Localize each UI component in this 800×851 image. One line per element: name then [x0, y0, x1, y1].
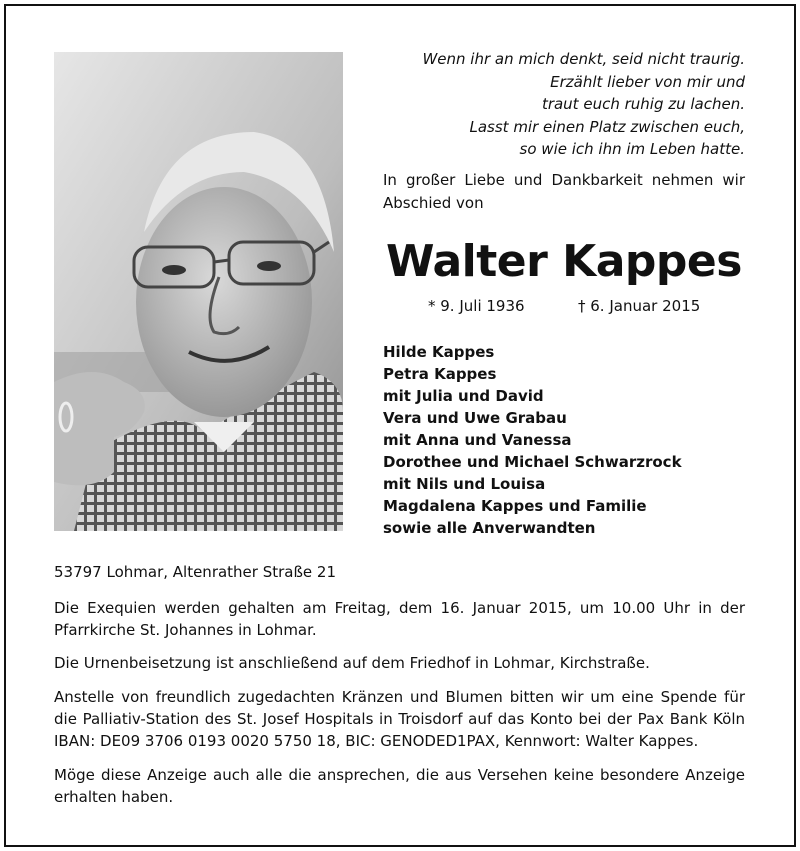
mourner-entry: Vera und Uwe Grabau: [383, 409, 567, 427]
funeral-service-info: Die Exequien werden gehalten am Freitag, dem 16. Januar 2015, um 10.00 Uhr in der Pfarrkirche St. Johannes in Lohmar.: [54, 599, 745, 639]
deceased-name: Walter Kappes: [386, 236, 742, 287]
mourner-entry: mit Julia und David: [383, 387, 544, 405]
mourner-entry: Magdalena Kappes und Familie: [383, 497, 647, 515]
mourner-entry: sowie alle Anverwandten: [383, 519, 596, 537]
mourner-entry: mit Nils und Louisa: [383, 475, 546, 493]
portrait-image: [54, 52, 343, 531]
birth-date: * 9. Juli 1936: [428, 297, 525, 315]
farewell-intro: In großer Liebe und Dankbarkeit nehmen wir Abschied von: [383, 171, 745, 212]
quote-line: so wie ich ihn im Leben hatte.: [519, 140, 745, 159]
quote-line: Erzählt lieber von mir und: [550, 72, 745, 91]
quote-line: Lasst mir einen Platz zwischen euch,: [469, 117, 745, 136]
family-address: 53797 Lohmar, Altenrather Straße 21: [54, 563, 337, 581]
death-date: † 6. Januar 2015: [578, 297, 701, 315]
mourner-entry: Petra Kappes: [383, 365, 497, 383]
quote-line: Wenn ihr an mich denkt, seid nicht traurig.: [422, 50, 745, 68]
quote-line: traut euch ruhig zu lachen.: [541, 95, 745, 114]
mourners-list: [383, 341, 682, 539]
burial-info: Die Urnenbeisetzung ist anschließend auf dem Friedhof in Lohmar, Kirchstraße.: [54, 654, 650, 672]
memorial-quote: [380, 48, 745, 161]
donation-info: Anstelle von freundlich zugedachten Kränzen und Blumen bitten wir um eine Spende für die Palliativ-Station des St. Josef Hospitals in Troisdorf auf das Konto bei der Pax Bank Köln IBAN: DE09 3706 0193 0020 5750 18, BIC: GENODED1PAX, Kennwort: Walter Kappes.: [54, 688, 745, 750]
mourner-entry: Hilde Kappes: [383, 343, 495, 361]
portrait-photo: [54, 52, 343, 531]
mourner-entry: mit Anna und Vanessa: [383, 431, 572, 449]
closing-note: Möge diese Anzeige auch alle die ansprechen, die aus Versehen keine besondere Anzeige erhalten haben.: [54, 766, 745, 806]
mourner-entry: Dorothee und Michael Schwarzrock: [383, 453, 682, 471]
